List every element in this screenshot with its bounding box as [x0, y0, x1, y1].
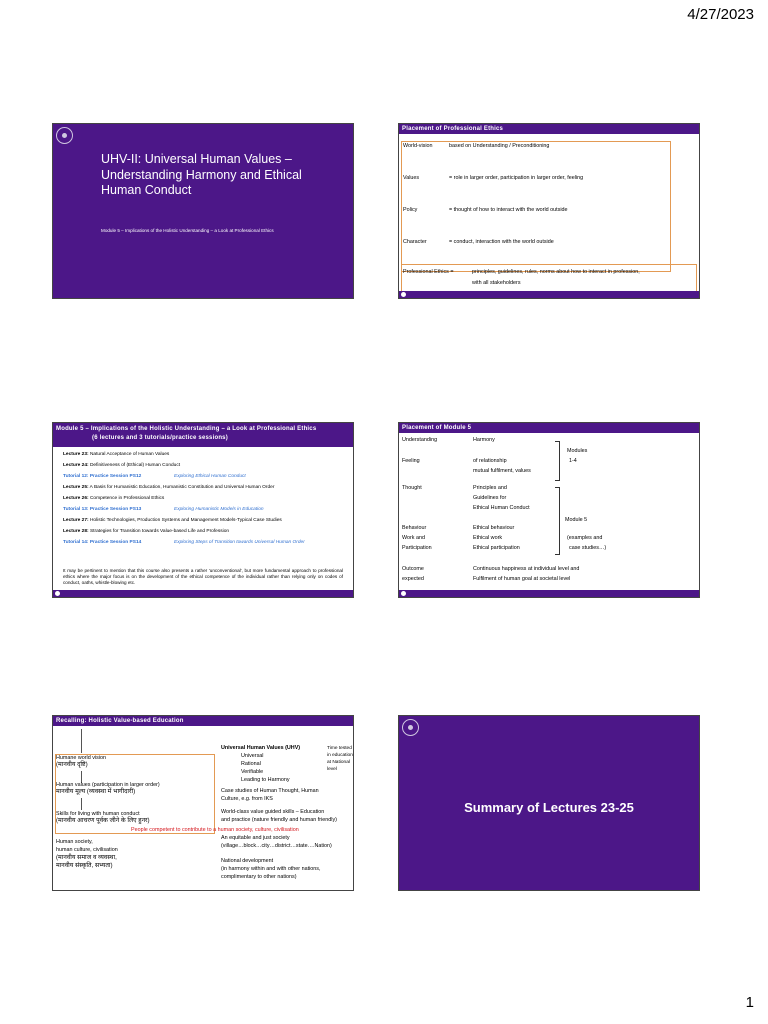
lecture-item: Lecture 27: Holistic Technologies, Production Systems and Management Models-Typical Case Studies — [63, 518, 282, 523]
stage-detail: Continuous happiness at individual level and — [473, 566, 580, 572]
right-note: at National — [327, 760, 350, 765]
module5-label: Module 5 — [565, 517, 588, 523]
left-text-hindi: (मानवीय आचरण पूर्वक जीने के लिए हुनर) — [56, 817, 150, 824]
lecture-item: Lecture 26: Competence in Professional Ethics — [63, 496, 165, 501]
arrow-down-icon — [81, 798, 82, 810]
page-number: 1 — [745, 994, 754, 1011]
slide-header: Placement of Professional Ethics — [399, 124, 699, 134]
slide-placement-module5[interactable] — [398, 422, 700, 598]
right-text: (in harmony within and with other nations, — [221, 866, 321, 872]
bracket-module-5 — [555, 487, 560, 555]
right-note: in education — [327, 753, 353, 758]
stage-detail: mutual fulfilment, values — [473, 468, 531, 474]
right-text: complimentary to other nations) — [221, 874, 297, 880]
institute-logo-icon — [56, 127, 73, 144]
stage-detail: Harmony — [473, 437, 495, 443]
modules-range: 1-4 — [569, 458, 577, 464]
stage-label: expected — [402, 576, 424, 582]
right-note: Time tested — [327, 746, 352, 751]
row-label: World-vision — [403, 143, 433, 149]
left-text-hindi: (मानवीय समाज व व्यवस्था, — [56, 854, 117, 861]
left-text-hindi: (मानवीय दृष्टि) — [56, 761, 88, 768]
left-text: human culture, civilisation — [56, 847, 118, 853]
stage-label: Work and — [402, 535, 425, 541]
row-text: based on Understanding / Preconditioning — [449, 143, 550, 149]
row-label: Policy — [403, 207, 418, 213]
row-label: Values — [403, 175, 420, 181]
stage-detail: Principles and — [473, 485, 507, 491]
stage-detail: Guidelines for — [473, 495, 507, 501]
right-text: Verifiable — [241, 769, 264, 775]
slide-header — [53, 423, 353, 447]
bracket-modules-1-4 — [555, 441, 560, 481]
left-text-hindi: मानवीय संस्कृति, सभ्यता) — [56, 862, 113, 869]
stage-detail: Ethical participation — [473, 545, 520, 551]
stage-detail: Fulfilment of human goal at societal level — [473, 576, 571, 582]
slide-header: Placement of Module 5 — [399, 423, 699, 433]
tutorial-item: Tutorial 14: Practice Session PS14 Exploring Steps of Transition towards Universal Human Order — [63, 540, 305, 545]
stage-detail: Ethical work — [473, 535, 503, 541]
right-text: National development — [221, 858, 274, 864]
slide-footer — [399, 590, 699, 597]
header-line-2: (6 lectures and 3 tutorials/practice sessions) — [92, 435, 228, 441]
header-line-1: Module 5 – Implications of the Holistic Understanding – a Look at Professional Ethics — [56, 426, 317, 432]
row-text: = conduct, interaction with the world outside — [449, 239, 554, 245]
slide-placement-professional-ethics[interactable] — [398, 123, 700, 299]
slide-title: UHV-II: Universal Human Values – Understanding Harmony and Ethical Human Conduct — [101, 152, 302, 197]
left-text: Humane world vision — [56, 755, 107, 761]
slide-holistic-education[interactable] — [52, 715, 354, 891]
examples-note: case studies…) — [569, 545, 607, 551]
lecture-item: Lecture 23: Natural Acceptance of Human Values — [63, 452, 170, 457]
row-label: Character — [403, 239, 427, 245]
slide-module5-outline[interactable] — [52, 422, 354, 598]
lecture-item: Lecture 28: Strategies for Transition towards Value-based Life and Profession — [63, 529, 230, 534]
tutorial-item: Tutorial 13: Practice Session PS13 Exploring Humanistic Models in Education — [63, 507, 264, 512]
stage-label: Understanding — [402, 437, 438, 443]
left-text: Skills for living with human conduct — [56, 811, 140, 817]
tutorial-item: Tutorial 12: Practice Session PS12 Exploring Ethical Human Conduct — [63, 474, 246, 479]
slide-subtitle: Module 5 – Implications of the Holistic Understanding – a Look at Professional Ethics — [101, 228, 274, 233]
slide-title-uhv[interactable] — [52, 123, 354, 299]
stage-label: Outcome — [402, 566, 424, 572]
row-text: principles, guidelines, rules, norms about how to interact in profession, — [472, 269, 640, 275]
stage-label: Behaviour — [402, 525, 427, 531]
right-note: level — [327, 767, 337, 772]
stage-detail: of relationship — [473, 458, 507, 464]
row-text-cont: with all stakeholders — [472, 280, 521, 286]
stage-label: Thought — [402, 485, 422, 491]
arrow-down-icon — [81, 729, 82, 753]
nav-icon[interactable] — [401, 591, 406, 596]
lecture-item: Lecture 24: Definitiveness of (Ethical) Human Conduct — [63, 463, 181, 468]
modules-label: Modules — [567, 448, 588, 454]
right-text: (village…block…city…district…state….Nation) — [221, 843, 332, 849]
left-text: Human values (participation in larger order) — [56, 782, 160, 788]
row-text: = role in larger order, participation in larger order, feeling — [449, 175, 584, 181]
left-text: Human society, — [56, 839, 93, 845]
institute-logo-icon — [402, 719, 419, 736]
right-text: Culture, e.g. from IKS — [221, 796, 273, 802]
right-text: Universal — [241, 753, 264, 759]
row-text: = thought of how to interact with the world outside — [449, 207, 568, 213]
slide-footer — [53, 590, 353, 597]
right-text: and practice (nature friendly and human friendly) — [221, 817, 337, 823]
stage-detail: Ethical Human Conduct — [473, 505, 530, 511]
slide-paragraph: It may be pertinent to mention that this course also presents a rather 'unconventional', but more fundamental approach to professional ethics where the major focus is on the development of the ethical competence of the individual rather than relying only on codes of conduct, oaths, whistle-blowing etc. — [63, 568, 343, 585]
left-text-hindi: मानवीय मूल्य (व्यवस्था में भागीदारी) — [56, 788, 136, 795]
right-text: An equitable and just society — [221, 835, 290, 841]
stage-detail: Ethical behaviour — [473, 525, 515, 531]
row-label: Professional Ethics = — [403, 269, 454, 275]
date-stamp: 4/27/2023 — [687, 6, 754, 23]
lecture-item: Lecture 25: A Basis for Humanistic Education, Humanistic Constitution and Universal Human Order — [63, 485, 275, 490]
right-text: World-class value guided skills – Education — [221, 809, 325, 815]
right-text: Rational — [241, 761, 261, 767]
nav-icon[interactable] — [55, 591, 60, 596]
examples-note: (examples and — [567, 535, 603, 541]
red-note: People competent to contribute to a human society, culture, civilisation — [131, 827, 299, 833]
right-text: Universal Human Values (UHV) — [221, 745, 301, 751]
slide-header: Recalling: Holistic Value-based Education — [53, 716, 353, 726]
slide-footer — [399, 291, 699, 298]
stage-label: Feeling — [402, 458, 420, 464]
right-text: Leading to Harmony — [241, 777, 290, 783]
stage-label: Participation — [402, 545, 432, 551]
slide-title: Summary of Lectures 23-25 — [464, 800, 634, 815]
right-text: Case studies of Human Thought, Human — [221, 788, 319, 794]
nav-icon[interactable] — [401, 292, 406, 297]
slide-summary[interactable] — [398, 715, 700, 891]
